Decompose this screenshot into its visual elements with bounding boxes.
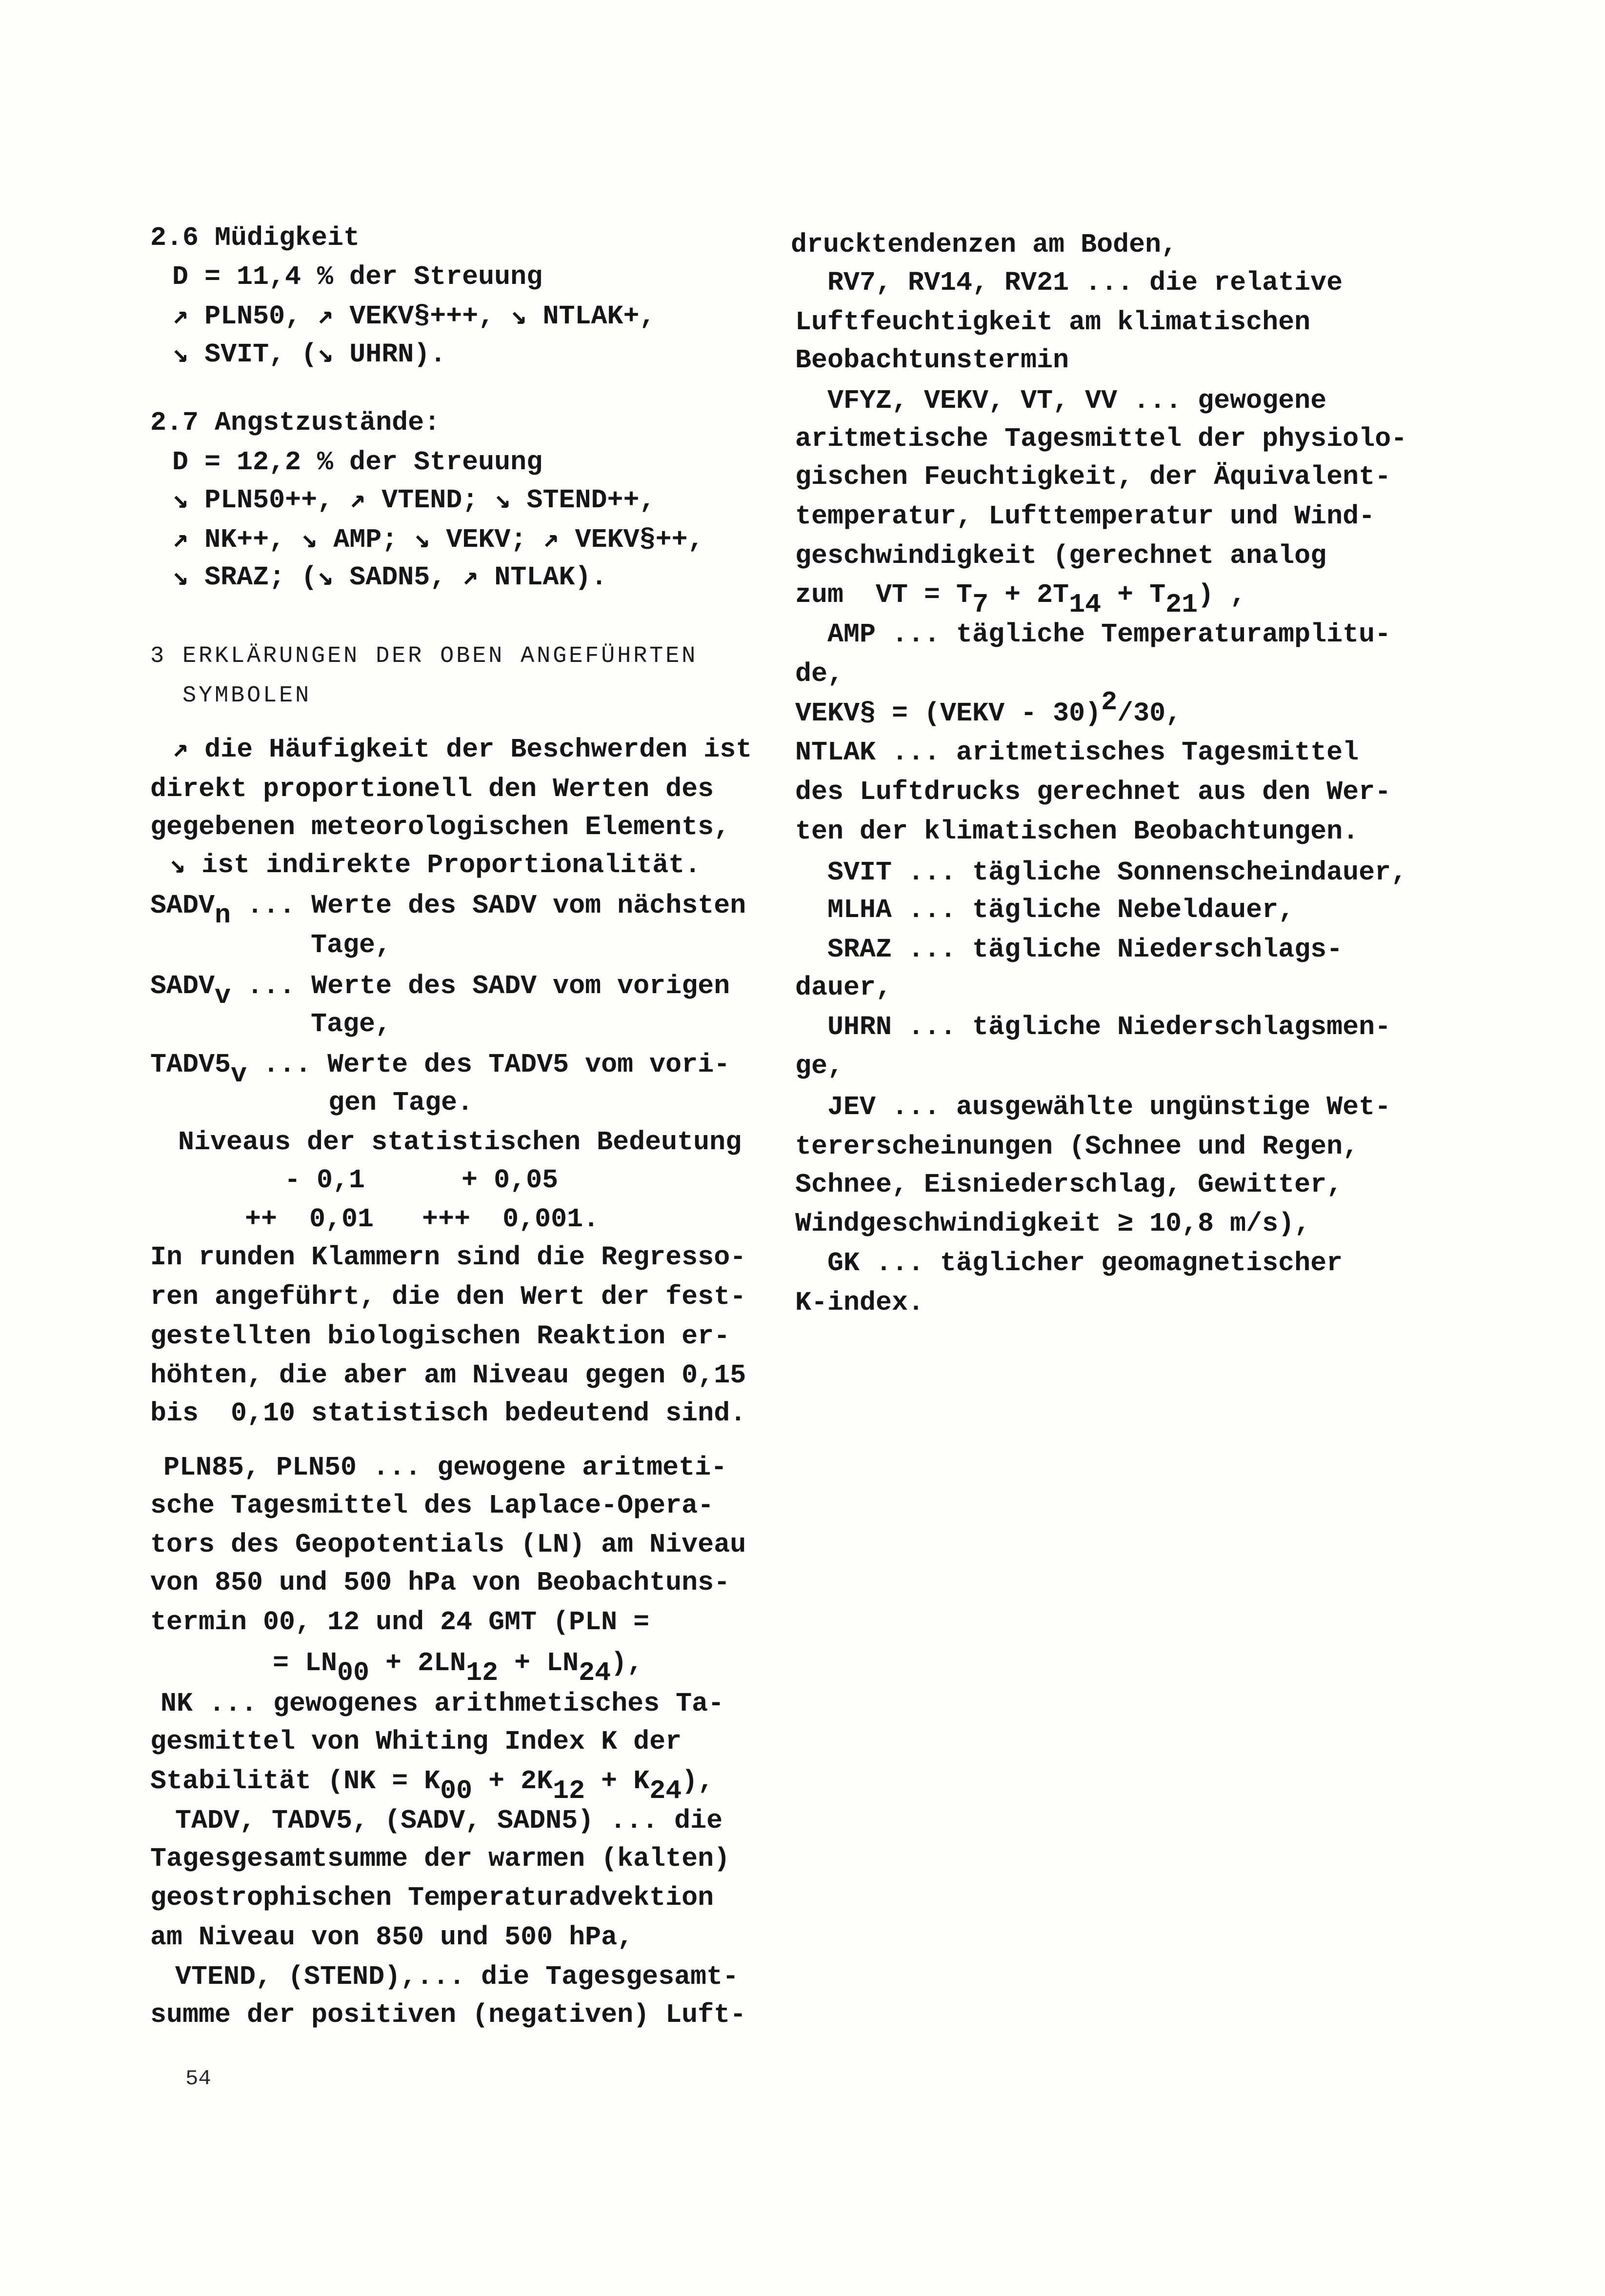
line-text: ... Werte des SADV vom nächsten [231,890,746,921]
line-text: ) , [1198,579,1246,610]
text-line: In runden Klammern sind die Regresso- [150,1242,746,1273]
text-line: Niveaus der statistischen Bedeutung [178,1127,742,1158]
text-line: termin 00, 12 und 24 GMT (PLN = [150,1607,650,1637]
text-line [150,890,746,931]
line-text: = LN [273,1648,338,1678]
line-text: + T [1101,579,1166,610]
subscript: v [231,1058,247,1090]
line-text: + 2LN [369,1648,466,1678]
subscript: 00 [440,1775,473,1806]
text-line: JEV ... ausgewählte ungünstige Wet- [827,1092,1391,1122]
text-line: ren angeführt, die den Wert der fest- [150,1281,746,1312]
line-text: + 2K [472,1766,553,1797]
subscript: 12 [466,1657,499,1688]
subscript: 12 [553,1775,585,1806]
section-heading: 2.6 Müdigkeit [150,222,360,253]
section-heading: 2.7 Angstzustände: [150,407,441,438]
text-line: RV7, RV14, RV21 ... die relative [827,267,1343,298]
line-text: SADV [150,890,215,921]
text-line: dauer, [795,972,892,1003]
text-line: NK ... gewogenes arithmetisches Ta- [160,1688,724,1719]
text-line: GK ... täglicher geomagnetischer [827,1248,1343,1278]
text-line: gen Tage. [328,1087,474,1118]
formula-line [273,1647,643,1688]
text-line: Schnee, Eisniederschlag, Gewitter, [795,1169,1343,1200]
text-line: NTLAK ... aritmetisches Tagesmittel [795,737,1359,768]
text-line: SVIT ... tägliche Sonnenscheindauer, [827,857,1407,888]
text-line: direkt proportionell den Werten des [150,774,714,804]
subscript: 24 [649,1775,682,1806]
text-line: aritmetische Tagesmittel der physiolo- [795,423,1407,454]
subscript: n [215,899,231,931]
text-line: ↘ PLN50++, ↗ VTEND; ↘ STEND++, [172,485,656,516]
text-line: tererscheinungen (Schnee und Regen, [795,1131,1359,1162]
text-line: UHRN ... tägliche Niederschlagsmen- [827,1012,1391,1042]
line-text: /30, [1117,698,1182,729]
text-line: MLHA ... tägliche Nebeldauer, [827,895,1295,925]
text-line: ↗ PLN50, ↗ VEKV§+++, ↘ NTLAK+, [172,301,656,332]
text-line: sche Tagesmittel des Laplace-Opera- [150,1490,714,1521]
text-line: geschwindigkeit (gerechnet analog [795,540,1327,571]
text-line: von 850 und 500 hPa von Beobachtuns- [150,1567,730,1598]
line-text: ... Werte des TADV5 vom vori- [247,1049,730,1080]
section-heading: 3 ERKLÄRUNGEN DER OBEN ANGEFÜHRTEN [150,643,698,669]
text-line: VTEND, (STEND),... die Tagesgesamt- [175,1961,739,1992]
text-line: geostrophischen Temperaturadvektion [150,1882,714,1913]
subscript: 00 [337,1657,370,1688]
text-line: ↗ NK++, ↘ AMP; ↘ VEKV; ↗ VEKV§++, [172,524,704,555]
formula-line [795,686,1182,730]
text-line: ten der klimatischen Beobachtungen. [795,816,1359,847]
superscript: 2 [1101,686,1118,718]
text-line: D = 11,4 % der Streuung [172,261,543,292]
text-line: gegebenen meteorologischen Elements, [150,812,730,842]
text-line: SRAZ ... tägliche Niederschlags- [827,934,1343,965]
line-text: + K [585,1766,650,1797]
text-line: summe der positiven (negativen) Luft- [150,1999,746,2030]
subscript: 7 [972,589,989,620]
text-line: gesmittel von Whiting Index K der [150,1726,682,1757]
text-line: AMP ... tägliche Temperaturamplitu- [827,619,1391,650]
text-line: Beobachtunstermin [795,345,1069,376]
subscript: 24 [579,1657,611,1688]
line-text: SADV [150,971,215,1001]
text-line: D = 12,2 % der Streuung [172,447,543,478]
text-line: am Niveau von 850 und 500 hPa, [150,1922,634,1953]
line-text: + LN [498,1648,579,1678]
text-line: drucktendenzen am Boden, [791,229,1178,260]
line-text: Stabilität (NK = K [150,1766,441,1797]
formula-line [150,1765,714,1806]
line-text: + 2T [988,579,1069,610]
text-line: ↘ ist indirekte Proportionalität. [169,850,701,880]
text-line: Tage, [311,1009,392,1039]
subscript: v [215,980,231,1011]
text-line: PLN85, PLN50 ... gewogene aritmeti- [163,1452,727,1483]
significance-levels: - 0,1 + 0,05 [284,1165,559,1196]
line-text: TADV5 [150,1049,231,1080]
line-text: ), [611,1648,643,1678]
text-line: Tagesgesamtsumme der warmen (kalten) [150,1843,730,1874]
page-number: 54 [185,2067,211,2091]
text-line: gischen Feuchtigkeit, der Äquivalent- [795,461,1391,492]
text-line: Tage, [311,930,392,960]
subscript: 14 [1069,589,1102,620]
text-line: gestellten biologischen Reaktion er- [150,1321,730,1352]
text-line: Windgeschwindigkeit ≥ 10,8 m/s), [795,1208,1311,1239]
line-text: ... Werte des SADV vom vorigen [231,971,730,1001]
line-text: VEKV§ = (VEKV - 30) [795,698,1102,729]
line-text: zum VT = T [795,579,973,610]
significance-levels: ++ 0,01 +++ 0,001. [245,1204,600,1235]
text-line [150,970,730,1011]
text-line: ↘ SVIT, (↘ UHRN). [172,339,446,370]
formula-line [795,579,1246,620]
text-line: des Luftdrucks gerechnet aus den Wer- [795,777,1391,807]
text-line: ↘ SRAZ; (↘ SADN5, ↗ NTLAK). [172,562,607,593]
text-line [150,1049,730,1090]
text-line: tors des Geopotentials (LN) am Niveau [150,1529,746,1560]
text-line: TADV, TADV5, (SADV, SADN5) ... die [175,1805,723,1836]
section-heading: SYMBOLEN [182,683,312,709]
text-line: Luftfeuchtigkeit am klimatischen [795,307,1311,338]
text-line: höhten, die aber am Niveau gegen 0,15 [150,1360,746,1391]
text-line: ↗ die Häufigkeit der Beschwerden ist [172,734,752,765]
text-line: VFYZ, VEKV, VT, VV ... gewogene [827,385,1327,416]
text-line: bis 0,10 statistisch bedeutend sind. [150,1398,746,1429]
text-line: K-index. [795,1287,924,1318]
line-text: ), [682,1766,714,1797]
subscript: 21 [1165,589,1198,620]
text-line: ge, [795,1051,844,1081]
text-line: de, [795,659,844,689]
text-line: temperatur, Lufttemperatur und Wind- [795,501,1375,532]
